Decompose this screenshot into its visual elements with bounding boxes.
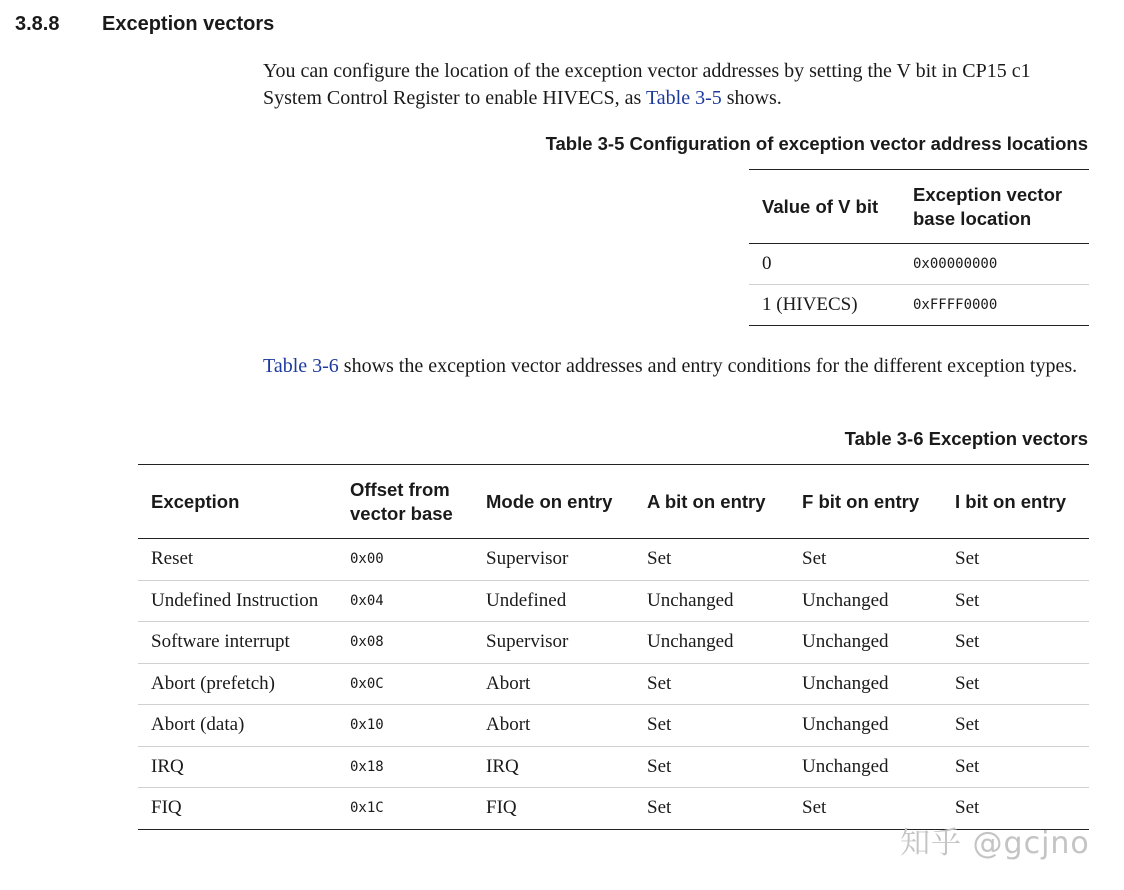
table-3-6-cell: 0x08 xyxy=(337,622,473,664)
table-3-6-cell: Set xyxy=(647,548,672,570)
table-3-6-header-row xyxy=(138,465,1089,539)
table-3-6-cell: Set xyxy=(634,705,789,747)
header-a-bit-on-entry: A bit on entry xyxy=(647,490,766,512)
table-3-6-cell: Set xyxy=(942,663,1089,705)
table-3-6-cell: Unchanged xyxy=(634,622,789,664)
section-title: Exception vectors xyxy=(102,13,275,35)
table-3-6-cell: 0x10 xyxy=(337,705,473,747)
table-3-6-cell: Supervisor xyxy=(473,622,634,664)
table-3-6-row xyxy=(138,539,1089,581)
header-f-bit-on-entry: F bit on entry xyxy=(802,490,920,512)
table-3-6-row xyxy=(138,663,1089,705)
table-3-6-cell: Set xyxy=(802,548,827,570)
table-3-6-cell: Set xyxy=(942,705,1089,747)
table-3-6-cell: Set xyxy=(789,788,942,830)
table-3-6-cell: FIQ xyxy=(473,788,634,830)
table-3-5 xyxy=(749,169,1089,326)
table-3-6-cell: Set xyxy=(634,746,789,788)
table-3-6-cell: IRQ xyxy=(473,746,634,788)
table-3-6-cell: Unchanged xyxy=(789,580,942,622)
table-3-6-row xyxy=(138,746,1089,788)
header-value-of-v-bit: Value of V bit xyxy=(762,195,879,217)
header-mode-on-entry: Mode on entry xyxy=(486,490,613,512)
table-3-5-cell: 1 (HIVECS) xyxy=(749,285,900,326)
table-3-6-cell: Unchanged xyxy=(789,746,942,788)
intro-paragraph xyxy=(263,58,1093,112)
table-3-6-cell: Undefined Instruction xyxy=(138,580,337,622)
table-3-5-caption: Table 3-5 Configuration of exception vector address locations xyxy=(545,133,1088,154)
header-i-bit-on-entry: I bit on entry xyxy=(955,490,1066,512)
table-3-6-cell: 0x1C xyxy=(337,788,473,830)
table-3-6-cell: Unchanged xyxy=(789,622,942,664)
table-3-6-cell: Abort (data) xyxy=(138,705,337,747)
table-3-5-row xyxy=(749,244,1089,285)
table-3-6-row xyxy=(138,622,1089,664)
table-3-6-cell: 0x00 xyxy=(350,551,384,568)
intro-text-before: You can configure the location of the exception vector addresses by setting the V bit in CP15 c1 System Control Register to enable HIVECS, as xyxy=(263,60,1031,109)
table-3-6 xyxy=(138,464,1089,830)
table-3-6-cell: 0x0C xyxy=(337,663,473,705)
table-3-6-cell: Set xyxy=(942,788,1089,830)
table-3-6-row xyxy=(138,580,1089,622)
header-exception-vector-base-location: Exception vector base location xyxy=(913,183,1063,229)
table-3-6-cell: Set xyxy=(942,622,1089,664)
table-3-6-cell: Unchanged xyxy=(789,705,942,747)
table-3-6-cell: Abort xyxy=(473,663,634,705)
table-3-6-cell: Set xyxy=(942,746,1089,788)
table-3-6-row xyxy=(138,705,1089,747)
table-3-6-cell: Unchanged xyxy=(634,580,789,622)
table-3-6-cell: Set xyxy=(634,788,789,830)
table-3-5-cell: 0x00000000 xyxy=(913,256,998,272)
table-3-5-cell: 0xFFFF0000 xyxy=(900,285,1089,326)
header-exception: Exception xyxy=(151,490,240,512)
table-3-6-cell: Abort (prefetch) xyxy=(138,663,337,705)
watermark: 知乎 @gcjno xyxy=(900,826,1090,861)
section-number: 3.8.8 xyxy=(15,13,60,35)
table-3-6-cell: FIQ xyxy=(138,788,337,830)
table-3-6-link[interactable]: Table 3-6 xyxy=(263,355,339,377)
second-paragraph-text: shows the exception vector addresses and entry conditions for the different exception types. xyxy=(338,355,1078,377)
table-3-6-cell: 0x04 xyxy=(337,580,473,622)
table-3-6-cell: Unchanged xyxy=(789,663,942,705)
table-3-6-cell: Software interrupt xyxy=(138,622,337,664)
header-offset-from-vector-base: Offset from vector base xyxy=(350,478,453,524)
table-3-6-cell: IRQ xyxy=(138,746,337,788)
table-3-6-cell: 0x18 xyxy=(337,746,473,788)
table-3-6-cell: Set xyxy=(942,580,1089,622)
table-3-6-cell: Supervisor xyxy=(486,548,569,570)
table-3-6-cell: Abort xyxy=(473,705,634,747)
table-3-5-header-row xyxy=(749,170,1089,244)
table-3-5-link[interactable]: Table 3-5 xyxy=(645,87,722,109)
table-3-5-cell: 0 xyxy=(762,253,772,274)
table-3-6-cell: Set xyxy=(634,663,789,705)
table-3-6-cell: Set xyxy=(955,548,980,570)
table-3-6-cell: Undefined xyxy=(473,580,634,622)
intro-text-after: shows. xyxy=(721,87,782,109)
table-3-6-cell: Reset xyxy=(151,548,194,570)
table-3-5-row xyxy=(749,285,1089,326)
second-paragraph xyxy=(263,353,1093,380)
table-3-6-caption: Table 3-6 Exception vectors xyxy=(844,428,1088,449)
